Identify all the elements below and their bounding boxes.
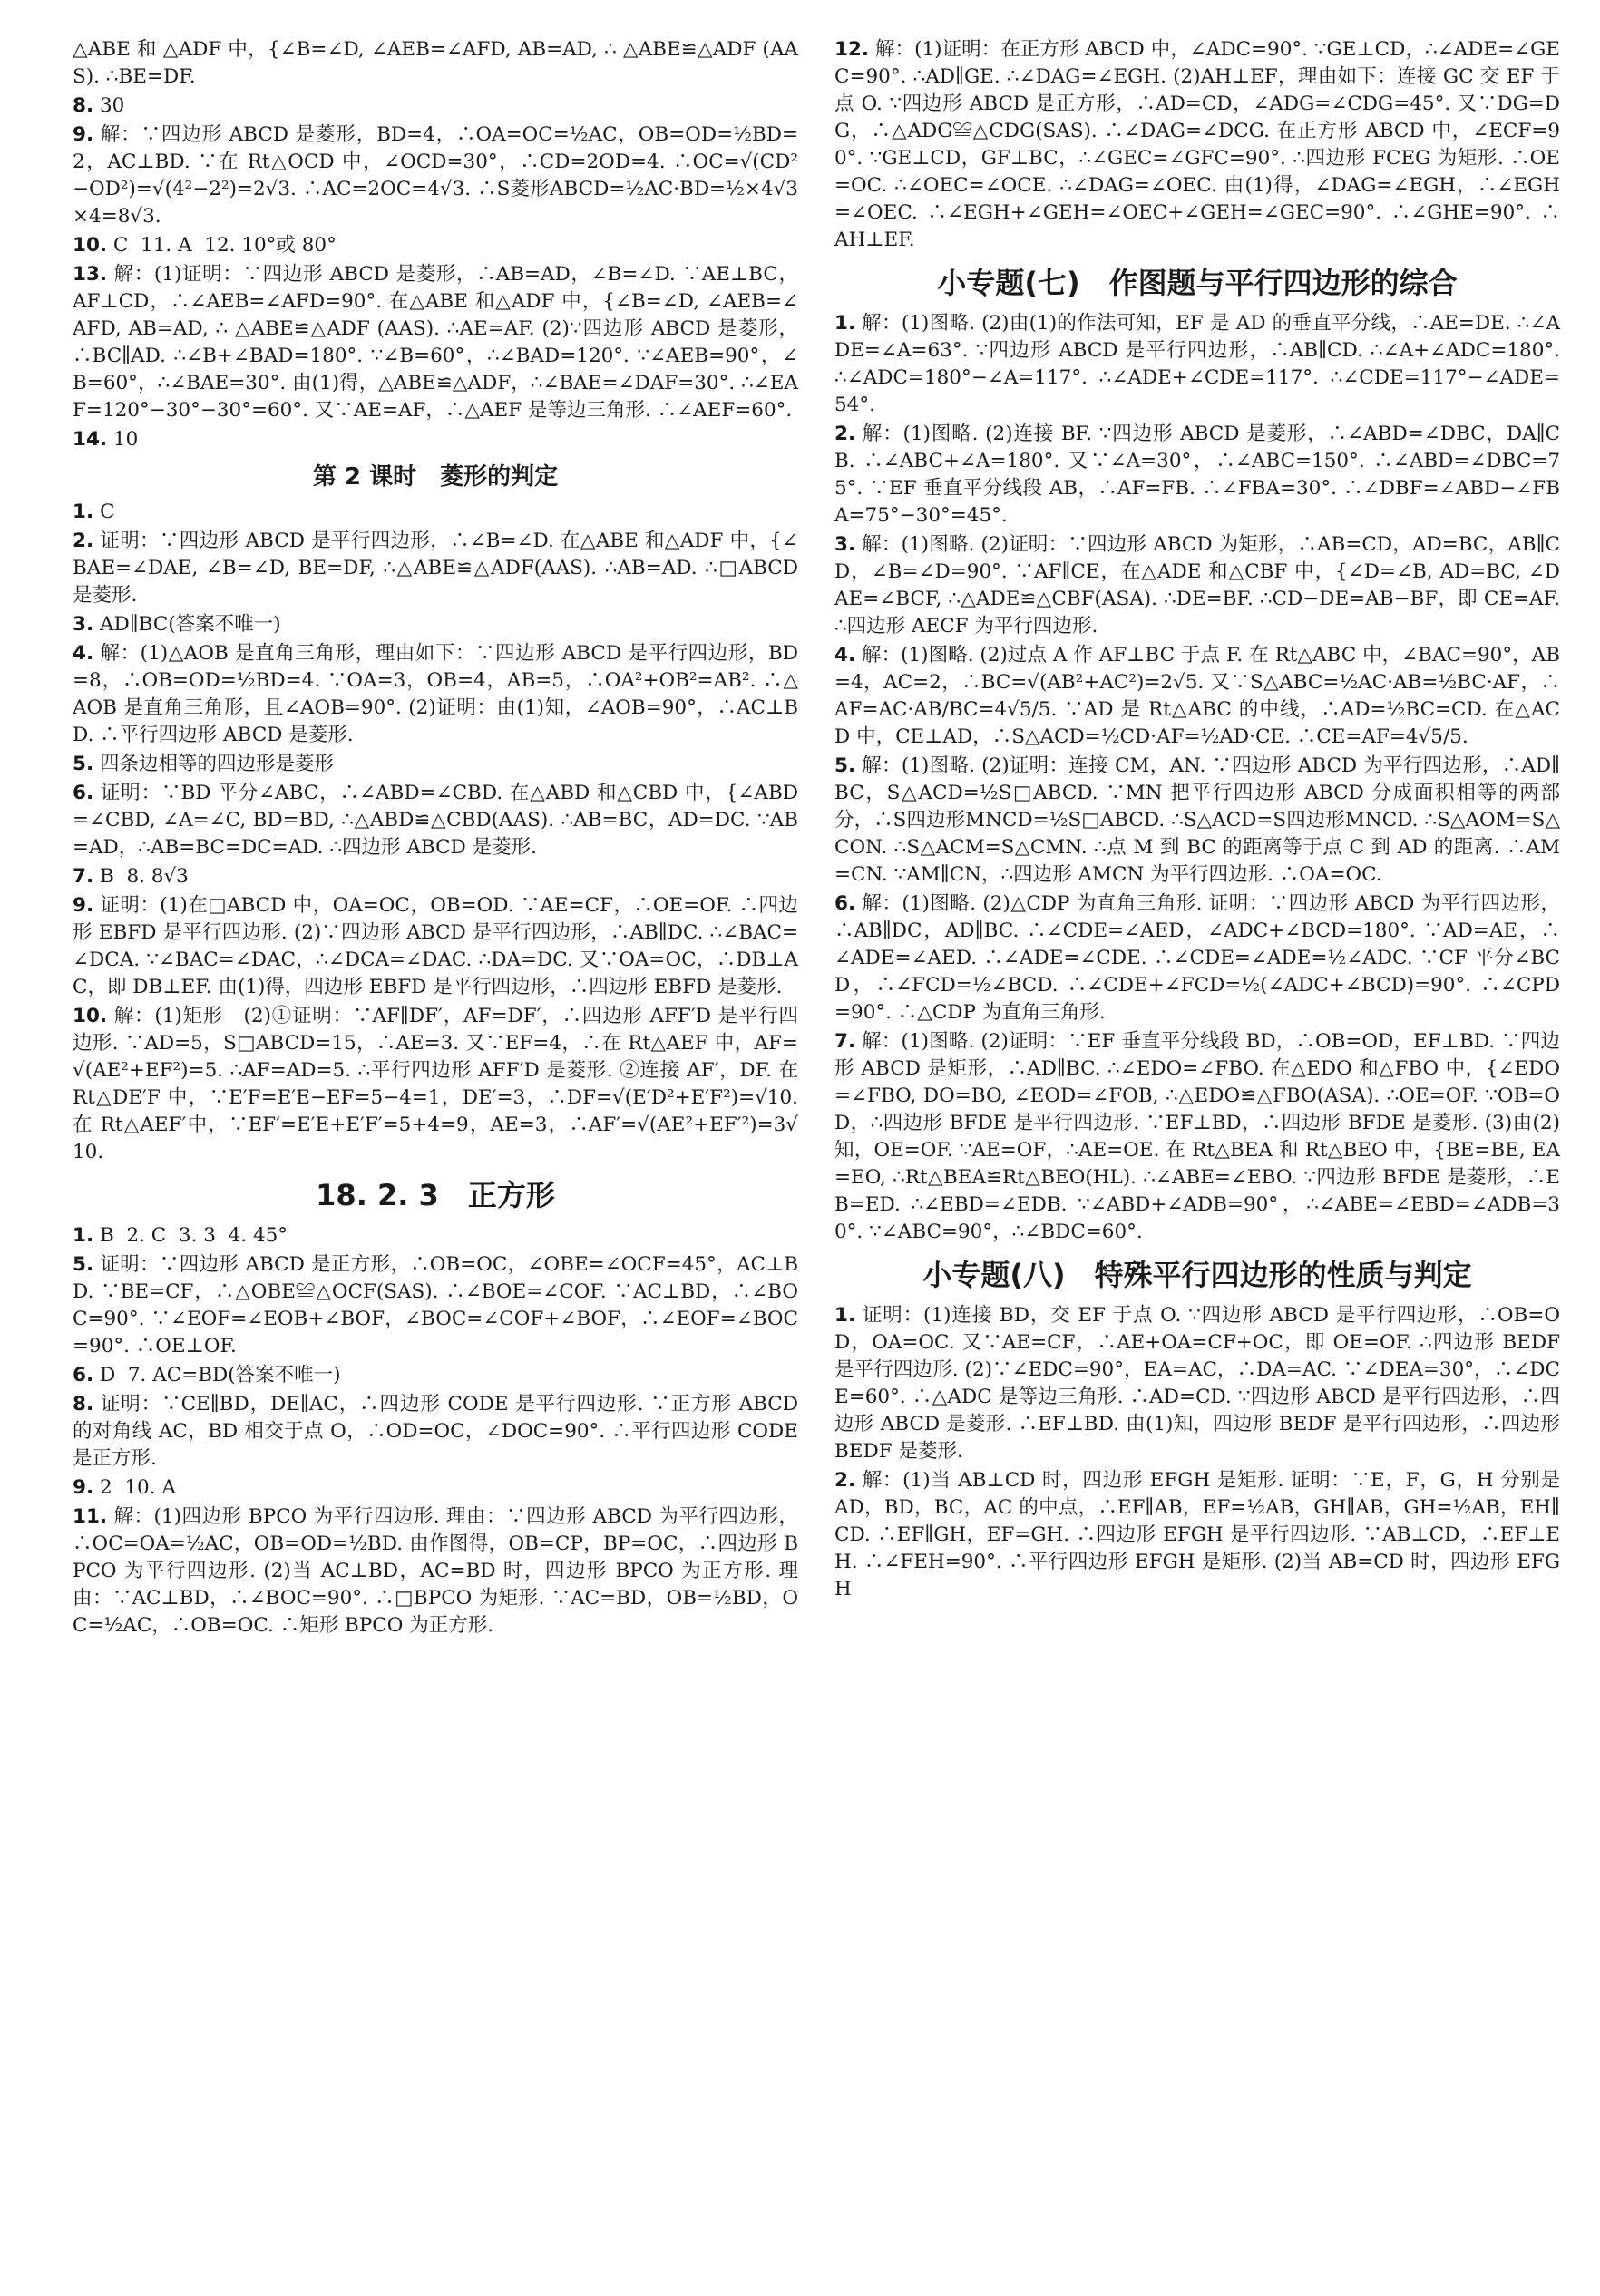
item-text: 解：(1)当 AB⊥CD 时，四边形 EFGH 是矩形. 证明：∵E，F，G，H 分别是 AD，BD，BC，AC 的中点，∴EF∥AB，EF=½AB，GH∥AB，GH=½AB，EH∥CD. ∴EF∥GH，EF=GH. ∴四边形 EFGH 是平行四边形. ∵AB⊥CD，∴EF⊥EH. ∴∠FEH=90°. ∴平行四边形 EFGH 是矩形. (2)当 AB=CD 时，四边形 EFGH [834,1469,1566,1600]
item-number: 6. [834,892,856,915]
item-number: 1. [834,312,856,335]
section-heading: 第 2 课时 菱形的判定 [312,463,559,491]
item-text: 30 [93,94,125,117]
answer-item [73,122,798,230]
answer-item [73,751,798,778]
item-text: 解：(1)图略. (2)△CDP 为直角三角形. 证明：∵四边形 ABCD 为平行四边形，∴AB∥DC，AD∥BC. ∴∠CDE=∠AED，∠ADC+∠BCD=180°. ∵AD=AE，∴∠ADE=∠AED. ∴∠ADE=∠CDE. ∴∠CDE=∠ADE=½∠ADC. ∵CF 平分∠BCD，∴∠FCD=½∠BCD. ∴∠CDE+∠FCD=½(∠ADC+∠BCD)=90°. ∴∠CPD=90°. ∴△CDP 为直角三角形. [834,892,1560,1024]
item-text: 解：(1)图略. (2)证明：∵四边形 ABCD 为矩形，∴AB=CD，AD=BC，AB∥CD，∠B=∠D=90°. ∵AF∥CE，在△ADE 和△CBF 中，{∠D=∠B, AD=BC, ∠DAE=∠BCF, ∴△ADE≌△CBF(ASA). ∴DE=BF. ∴CD−DE=AB−BF，即 CE=AF. ∴四边形 AECF 为平行四边形. [834,533,1566,637]
item-number: 6. [73,1364,94,1386]
item-number: 5. [73,753,94,775]
answer-item [73,780,798,861]
item-text: 解：(1)图略. (2)证明：连接 CM，AN. ∵四边形 ABCD 为平行四边形，∴AD∥BC，S△ACD=½S□ABCD. ∵MN 把平行四边形 ABCD 分成面积相等的两部分，∴S四边形MNCD=½S□ABCD. ∴S△ACD=S四边形MNCD. ∴S△AOM=S△CON. ∴S△ACM=S△CMN. ∴点 M 到 BC 的距离等于点 C 到 AD 的距离. ∴AM=CN. ∵AM∥CN，∴四边形 AMCN 为平行四边形. ∴OA=OC. [834,754,1561,886]
item-text: 解：(1)四边形 BPCO 为平行四边形. 理由：∵四边形 ABCD 为平行四边形，∴OC=OA=½AC，OB=OD=½BD. 由作图得，OB=CP，BP=OC，∴四边形 BPCO 为平行四边形. (2)当 AC⊥BD，AC=BD 时，四边形 BPCO 为正方形. 理由：∵AC⊥BD，∴∠BOC=90°. ∴□BPCO 为矩形. ∵AC=BD，OB=½BD，OC=½AC，∴OB=OC. ∴矩形 BPCO 为正方形. [73,1505,798,1637]
item-number: 2. [834,423,856,445]
item-number: 14. [73,428,108,451]
item-text: C [93,501,115,523]
answer-item [73,499,798,526]
answer-item [73,261,798,424]
answer-item [73,863,798,890]
answer-item [834,642,1560,751]
item-text: 2 10. A [93,1476,176,1499]
answer-item [73,426,798,453]
answer-item [73,1474,798,1502]
item-number: 3. [73,613,94,636]
item-number: 3. [834,533,856,556]
item-text: 证明：(1)连接 BD，交 EF 于点 O. ∵四边形 ABCD 是平行四边形，∴OB=OD，OA=OC. 又∵AE=CF，∴AE+OA=CF+OC，即 OE=OF. ∴四边形 BEDF 是平行四边形. (2)∵∠EDC=90°，EA=AC，∴DA=AC. ∵∠DEA=30°，∴∠DCE=60°. ∴△ADC 是等边三角形. ∴AD=CD. ∵四边形 ABCD 是平行四边形，∴四边形 ABCD 是菱形. ∴EF⊥BD. 由(1)知，四边形 BEDF 是平行四边形，∴四边形 BEDF 是菱形. [834,1304,1566,1463]
item-text: 解：(1)图略. (2)由(1)的作法可知，EF 是 AD 的垂直平分线，∴AE=DE. ∴∠ADE=∠A=63°. ∵四边形 ABCD 是平行四边形，∴AB∥CD. ∴∠A+∠ADC=180°. ∴∠ADC=180°−∠A=117°. ∴∠ADE+∠CDE=117°. ∴∠CDE=117°−∠ADE=54°. [834,312,1566,416]
item-number: 11. [73,1505,108,1528]
item-text: AD∥BC(答案不唯一) [93,613,281,636]
section-heading: 小专题(八) 特殊平行四边形的性质与判定 [922,1258,1472,1292]
item-number: 8. [73,94,94,117]
item-text: 证明：(1)在□ABCD 中，OA=OC，OB=OD. ∵AE=CF，∴OE=OF. ∴四边形 EBFD 是平行四边形. (2)∵四边形 ABCD 是平行四边形，∴AB∥DC. ∴∠BAC=∠DCA. ∵∠BAC=∠DAC，∴∠DCA=∠DAC. ∴DA=DC. 又∵OA=OC，∴DB⊥AC，即 DB⊥EF. 由(1)得，四边形 EBFD 是平行四边形，∴四边形 EBFD 是菱形. [73,894,798,998]
item-number: 2. [73,530,94,552]
answer-item [834,1028,1560,1246]
answer-item [73,611,798,638]
item-number: 5. [73,1253,94,1276]
answer-item [73,640,798,749]
answer-item [73,1251,798,1360]
answer-item [834,1467,1566,1603]
item-text: 证明：∵四边形 ABCD 是平行四边形，∴∠B=∠D. 在△ABE 和△ADF 中，{∠BAE=∠DAE, ∠B=∠D, BE=DF, ∴△ABE≌△ADF(AAS). ∴AB=AD. ∴□ABCD 是菱形. [73,530,805,607]
answer-item [73,92,798,120]
item-text: B 2. C 3. 3 4. 45° [93,1224,288,1247]
item-number: 4. [834,644,856,666]
item-text: B 8. 8√3 [93,865,189,888]
item-number: 9. [73,123,94,146]
left-column [73,36,805,1641]
item-number: 8. [73,1393,94,1416]
answer-item [834,890,1560,1026]
item-number: 9. [73,894,94,917]
answer-item [73,36,798,91]
item-text: △ABE 和 △ADF 中，{∠B=∠D, ∠AEB=∠AFD, AB=AD, ∴ △ABE≌△ADF (AAS). ∴BE=DF. [73,38,798,88]
item-text: 解：(1)图略. (2)连接 BF. ∵四边形 ABCD 是菱形，∴∠ABD=∠DBC，DA∥CB. ∴∠ABC+∠A=180°. 又∵∠A=30°，∴∠ABC=150°. ∴∠ABD=∠DBC=75°. ∵EF 垂直平分线段 AB，∴AF=FB. ∴∠FBA=30°. ∴∠DBF=∠ABD−∠FBA=75°−30°=45°. [834,423,1560,527]
answer-item [73,1003,805,1166]
item-text: 证明：∵BD 平分∠ABC，∴∠ABD=∠CBD. 在△ABD 和△CBD 中，{∠ABD=∠CBD, ∠A=∠C, BD=BD, ∴△ABD≌△CBD(AAS). ∴AB=BC，AD=DC. ∵AB=AD，∴AB=BC=DC=AD. ∴四边形 ABCD 是菱形. [73,782,798,859]
item-number: 10. [73,1005,108,1027]
item-number: 10. [73,234,108,257]
answer-item [73,1503,798,1639]
answer-item [834,1302,1566,1465]
item-number: 1. [834,1304,856,1327]
item-text: 解：∵四边形 ABCD 是菱形，BD=4，∴OA=OC=½AC，OB=OD=½BD=2，AC⊥BD. ∵在 Rt△OCD 中，∠OCD=30°，∴CD=2OD=4. ∴OC=√(CD²−OD²)=√(4²−2²)=2√3. ∴AC=2OC=4√3. ∴S菱形ABCD=½AC·BD=½×4√3×4=8√3. [73,123,798,228]
answer-item [834,531,1566,640]
answer-item [73,1222,798,1250]
item-number: 1. [73,501,94,523]
item-text: 解：(1)证明：在正方形 ABCD 中，∠ADC=90°. ∵GE⊥CD，∴∠ADE=∠GEC=90°. ∴AD∥GE. ∴∠DAG=∠EGH. (2)AH⊥EF，理由如下：连接 GC 交 EF 于点 O. ∵四边形 ABCD 是正方形，∴AD=CD，∠ADG=∠CDG=45°. 又∵DG=DG，∴△ADG≌△CDG(SAS). ∴∠DAG=∠DCG. 在正方形 ABCD 中，∠ECF=90°. ∵GE⊥CD，GF⊥BC，∴∠GEC=∠GFC=90°. ∴四边形 FCEG 为矩形. ∴OE=OC. ∴∠OEC=∠OCE. ∴∠DAG=∠OEC. 由(1)得，∠DAG=∠EGH，∴∠EGH=∠OEC. ∴∠EGH+∠GEH=∠OEC+∠GEH=∠GEC=90°. ∴∠GHE=90°. ∴AH⊥EF. [834,38,1560,251]
item-text: C 11. A 12. 10°或 80° [107,234,337,257]
item-number: 1. [73,1224,94,1247]
answer-item [73,232,798,259]
item-number: 5. [834,754,856,777]
answer-item [73,1391,805,1473]
item-text: 证明：∵CE∥BD，DE∥AC，∴四边形 CODE 是平行四边形. ∵正方形 ABCD 的对角线 AC，BD 相交于点 O，∴OD=OC，∠DOC=90°. ∴平行四边形 CODE 是正方形. [73,1393,805,1470]
item-number: 6. [73,782,94,804]
item-text: 四条边相等的四边形是菱形 [93,753,334,775]
item-text: 解：(1)矩形 (2)①证明：∵AF∥DF′，AF=DF′，∴四边形 AFF′D 是平行四边形. ∵AD=5，S□ABCD=15，∴AE=3. 又∵EF=4，∴在 Rt△AEF 中，AF=√(AE²+EF²)=5. ∴AF=AD=5. ∴平行四边形 AFF′D 是菱形. ②连接 AF′，DF. 在 Rt△DE′F 中，∵E′F=E′E−EF=5−4=1，DE′=3，∴DF=√(E′D²+E′F²)=√10. 在 Rt△AEF′中，∵EF′=E′E+E′F′=5+4=9，AE=3，∴AF′=√(AE²+EF′²)=3√10. [73,1005,805,1163]
item-text: 解：(1)图略. (2)过点 A 作 AF⊥BC 于点 F. 在 Rt△ABC 中，∠BAC=90°，AB=4，AC=2，∴BC=√(AB²+AC²)=2√5. 又∵S△ABC=½AC·AB=½BC·AF，∴AF=AC·AB/BC=4√5/5. ∵AD 是 Rt△ABC 的中线，∴AD=½BC=CD. 在△ACD 中，CE⊥AD，∴S△ACD=½CD·AF=½AD·CE. ∴CE=AF=4√5/5. [834,644,1560,748]
answer-item [834,310,1566,419]
item-number: 7. [73,865,94,888]
answer-item [73,892,798,1001]
item-text: 证明：∵四边形 ABCD 是正方形，∴OB=OC，∠OBE=∠OCF=45°，AC⊥BD. ∵BE=CF，∴△OBE≌△OCF(SAS). ∴∠BOE=∠COF. ∵AC⊥BD，∴∠BOC=90°. ∵∠EOF=∠EOB+∠BOF，∠BOC=∠COF+∠BOF，∴∠EOF=∠BOC=90°. ∴OE⊥OF. [73,1253,798,1357]
item-text: 解：(1)△AOB 是直角三角形，理由如下：∵四边形 ABCD 是平行四边形，BD=8，∴OB=OD=½BD=4. ∵OA=3，OB=4，AB=5，∴OA²+OB²=AB². ∴△AOB 是直角三角形，且∠AOB=90°. (2)证明：由(1)知，∠AOB=90°，∴AC⊥BD. ∴平行四边形 ABCD 是菱形. [73,642,798,746]
answer-item [834,753,1560,889]
answer-item [834,36,1560,254]
item-text: 10 [107,428,139,451]
answer-item [73,528,805,609]
item-number: 2. [834,1469,856,1492]
item-text: D 7. AC=BD(答案不唯一) [93,1364,341,1386]
item-number: 13. [73,263,108,286]
item-number: 7. [834,1030,856,1053]
right-column [834,36,1566,1605]
answer-item [73,1362,798,1389]
item-text: 解：(1)图略. (2)证明：∵EF 垂直平分线段 BD，∴OB=OD，EF⊥BD. ∵四边形 ABCD 是矩形，∴AD∥BC. ∴∠EDO=∠FBO. 在△EDO 和△FBO 中，{∠EDO=∠FBO, DO=BO, ∠EOD=∠FOB, ∴△EDO≌△FBO(ASA). ∴OE=OF. ∵OB=OD，∴四边形 BFDE 是平行四边形. ∵EF⊥BD，∴四边形 BFDE 是菱形. (3)由(2)知，OE=OF. ∵AE=OF，∴AE=OE. 在 Rt△BEA 和 Rt△BEO 中，{BE=BE, EA=EO, ∴Rt△BEA≌Rt△BEO(HL). ∴∠ABE=∠EBO. ∵四边形 BFDE 是菱形，∴EB=ED. ∴∠EBD=∠EDB. ∵∠ABD+∠ADB=90°，∴∠ABE=∠EBD=∠ADB=30°. ∵∠ABC=90°，∴∠BDC=60°. [834,1030,1560,1243]
section-heading: 18. 2. 3 正方形 [316,1178,555,1212]
answer-item [834,421,1560,530]
section-heading: 小专题(七) 作图题与平行四边形的综合 [937,266,1458,300]
item-number: 4. [73,642,94,665]
item-text: 解：(1)证明：∵四边形 ABCD 是菱形，∴AB=AD，∠B=∠D. ∵AE⊥BC，AF⊥CD，∴∠AEB=∠AFD=90°. 在△ABE 和△ADF 中，{∠B=∠D, ∠AEB=∠AFD, AB=AD, ∴ △ABE≌△ADF (AAS). ∴AE=AF. (2)∵四边形 ABCD 是菱形，∴BC∥AD. ∴∠B+∠BAD=180°. ∵∠B=60°，∴∠BAD=120°. ∵∠AEB=90°，∠B=60°，∴∠BAE=30°. 由(1)得，△ABE≌△ADF，∴∠BAE=∠DAF=30°. ∴∠EAF=120°−30°−30°=60°. 又∵AE=AF，∴△AEF 是等边三角形. ∴∠AEF=60°. [73,263,798,422]
item-number: 12. [834,38,870,61]
item-number: 9. [73,1476,94,1499]
